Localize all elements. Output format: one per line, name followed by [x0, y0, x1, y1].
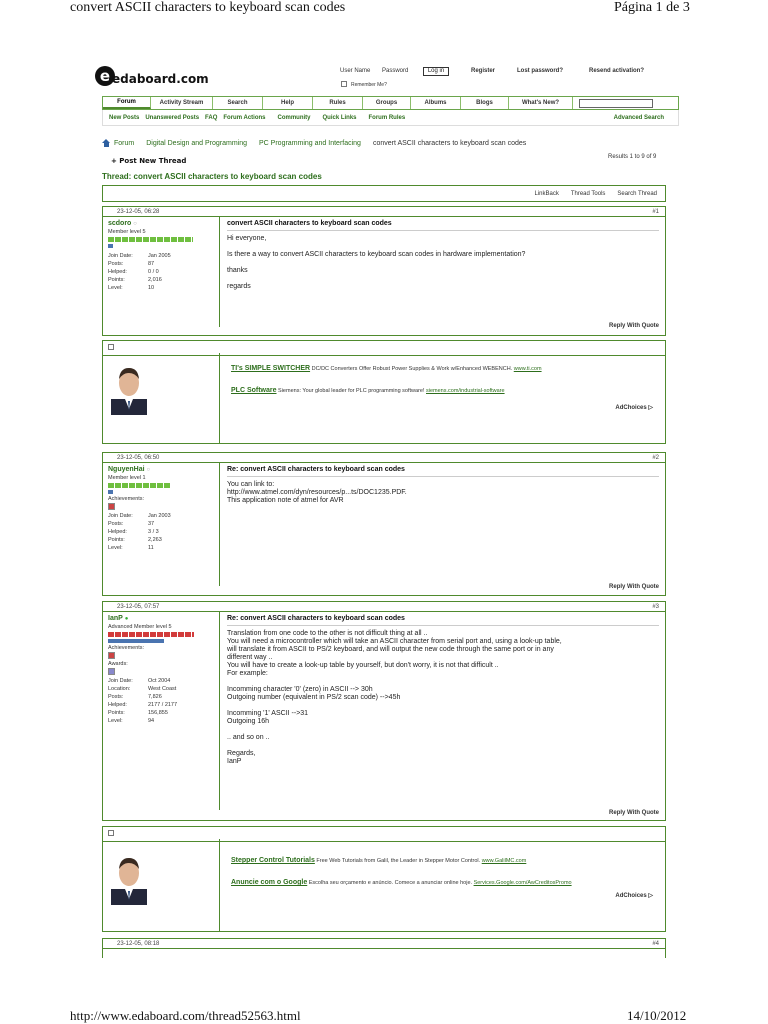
breadcrumb-digital-design[interactable]: Digital Design and Programming: [146, 139, 248, 147]
stat-label: Posts:: [108, 521, 124, 527]
post-date: 23-12-05, 08:18: [117, 940, 160, 947]
ad-description: Siemens: Your global leader for PLC programming software!: [276, 388, 427, 394]
logo-icon[interactable]: e: [95, 66, 115, 86]
stat-value: 94: [148, 718, 155, 724]
stat-value: 156,855: [148, 710, 168, 716]
user-level: Advanced Member level 5: [108, 624, 172, 630]
thread-tools-button[interactable]: Thread Tools: [570, 190, 606, 197]
thread-toolbar: [102, 185, 666, 202]
subnav-advanced-search[interactable]: Advanced Search: [613, 114, 664, 121]
post-body: Translation from one code to the other is not difficult thing at all .. You will need a microcontroller which will take an ASCII character from serial port and, using a look-up table, will translate it from ASCII to PS/2 keyboard, and will output the new code through the same port or in any different way .. You will have to create a look-up table by yourself, but don't worry, it is not that difficult .. For example: Incomming character '0' (zero) in ASCII --> 30h Outgoing number (equivalent in PS/2 scan code) -->45h Incomming '1' ASCII -->31 Outgoing 16h .. and so on .. Regards, IanP: [227, 630, 562, 765]
tab-activity-stream[interactable]: Activity Stream: [151, 97, 213, 109]
reputation-bar: [108, 237, 193, 242]
checkbox-icon[interactable]: [108, 344, 114, 350]
stat-value: Jan 2005: [148, 253, 171, 259]
reputation-bar: [108, 483, 170, 488]
ad-url[interactable]: www.ti.com: [513, 366, 542, 372]
password-label: Password: [382, 68, 409, 74]
stat-value: 3 / 3: [148, 529, 159, 535]
search-input[interactable]: [579, 99, 653, 108]
stat-value: Oct 2004: [148, 678, 171, 684]
home-icon[interactable]: [102, 139, 110, 147]
adchoices-link[interactable]: AdChoices ▷: [615, 893, 653, 899]
post-number[interactable]: #3: [652, 603, 659, 610]
user-level: Member level 1: [108, 475, 146, 481]
user-info: [103, 612, 220, 810]
post-content: [221, 612, 665, 769]
post-3: [102, 601, 666, 821]
post-1: [102, 206, 666, 336]
ad-content: [221, 839, 665, 931]
subnav-forum-actions[interactable]: Forum Actions: [223, 114, 266, 121]
tab-rules[interactable]: Rules: [313, 97, 363, 109]
online-status-icon: ●: [124, 616, 129, 622]
user-info: [103, 463, 220, 586]
post-body-intro: You can link to:: [227, 481, 275, 488]
post-number[interactable]: #1: [652, 208, 659, 215]
ad-url[interactable]: Services.Google.com/AwCreditosPromo: [473, 880, 572, 886]
online-status-icon: ○: [133, 221, 137, 227]
ad-url[interactable]: siemens.com/industrial-software: [426, 388, 505, 394]
post-4: [102, 938, 666, 958]
subnav-new-posts[interactable]: New Posts: [109, 114, 140, 121]
stat-label: Join Date:: [108, 513, 133, 519]
post-date: 23-12-05, 06:50: [117, 454, 160, 461]
post-link[interactable]: http://www.atmel.com/dyn/resources/p...ts/DOC1235.PDF.: [227, 489, 407, 496]
stat-label: Level:: [108, 718, 123, 724]
tab-search[interactable]: Search: [213, 97, 263, 109]
user-level: Member level 5: [108, 229, 146, 235]
tab-whats-new[interactable]: What's New?: [509, 97, 573, 109]
stat-label: Helped:: [108, 529, 127, 535]
rank-bar: [108, 639, 164, 643]
post-title: Re: convert ASCII characters to keyboard scan codes: [227, 466, 659, 477]
ad-description: DC/DC Converters Offer Robust Power Supplies & Work w/Enhanced WEBENCH.: [310, 366, 514, 372]
post-title: convert ASCII characters to keyboard scan codes: [227, 220, 659, 231]
ad-link-title[interactable]: PLC Software: [231, 387, 277, 394]
tab-blogs[interactable]: Blogs: [461, 97, 509, 109]
checkbox-icon[interactable]: [108, 830, 114, 836]
achievements-label: Achievements:: [108, 496, 145, 502]
thread-title: Thread: convert ASCII characters to keyboard scan codes: [102, 172, 322, 181]
main-navbar: [102, 96, 679, 110]
stat-value: 10: [148, 285, 155, 291]
achievements-label: Achievements:: [108, 645, 145, 651]
ad-url[interactable]: www.GalilMC.com: [481, 858, 527, 864]
ad-link-title[interactable]: Anuncie com o Google: [231, 879, 308, 886]
stat-label: Location:: [108, 686, 131, 692]
stat-label: Points:: [108, 710, 125, 716]
rank-icon: [108, 490, 113, 494]
stat-label: Helped:: [108, 702, 127, 708]
post-2: [102, 452, 666, 596]
stat-value: 2,263: [148, 537, 162, 543]
stat-label: Posts:: [108, 261, 124, 267]
subnav-faq[interactable]: FAQ: [205, 114, 218, 121]
username[interactable]: scdoro: [108, 220, 132, 227]
adchoices-link[interactable]: AdChoices ▷: [615, 405, 653, 411]
user-stats: [108, 512, 214, 552]
tab-groups[interactable]: Groups: [363, 97, 411, 109]
stat-label: Level:: [108, 285, 123, 291]
online-status-icon: ○: [146, 467, 151, 473]
ad-avatar-column: [103, 839, 220, 931]
stat-value: 87: [148, 261, 155, 267]
post-header: [103, 939, 665, 949]
post-header: [103, 453, 665, 463]
achievement-icon: [108, 503, 115, 510]
username[interactable]: IanP: [108, 615, 123, 622]
achievement-icon: [108, 652, 115, 659]
stat-value: 7,826: [148, 694, 162, 700]
subnav-quick-links[interactable]: Quick Links: [322, 114, 357, 121]
register-link[interactable]: Register: [471, 68, 496, 74]
subnav-unanswered-posts[interactable]: Unanswered Posts: [145, 114, 200, 121]
post-date: 23-12-05, 07:57: [117, 603, 160, 610]
stat-label: Helped:: [108, 269, 127, 275]
ad-avatar-column: [103, 353, 220, 443]
stat-label: Level:: [108, 545, 123, 551]
breadcrumb-current: convert ASCII characters to keyboard scan codes: [372, 139, 527, 147]
tab-forum[interactable]: Forum: [103, 97, 151, 109]
print-title: convert ASCII characters to keyboard scan codes: [70, 0, 346, 15]
breadcrumb-forum[interactable]: Forum: [114, 139, 135, 147]
user-stats: [108, 677, 214, 725]
stat-value: West Coast: [148, 686, 177, 692]
subnav-forum-rules[interactable]: Forum Rules: [368, 114, 406, 121]
username[interactable]: NguyenHai: [108, 466, 145, 473]
stat-value: 2,016: [148, 277, 162, 283]
tab-albums[interactable]: Albums: [411, 97, 461, 109]
remember-me-label: Remember Me?: [351, 82, 387, 88]
remember-me-checkbox[interactable]: [341, 81, 347, 87]
post-number[interactable]: #4: [652, 940, 659, 947]
post-header: [103, 207, 665, 217]
tab-help[interactable]: Help: [263, 97, 313, 109]
subnav-community[interactable]: Community: [277, 114, 311, 121]
resend-activation-link[interactable]: Resend activation?: [589, 68, 645, 74]
ad-description: Free Web Tutorials from Galil, the Leader in Stepper Motor Control.: [314, 858, 482, 864]
login-button[interactable]: Log in: [423, 67, 449, 76]
ad-link-title[interactable]: TI's SIMPLE SWITCHER: [231, 365, 311, 372]
ad-description: Escolha seu orçamento e anúncio. Comece a anunciar online hoje.: [307, 880, 474, 886]
user-stats: [108, 252, 214, 292]
breadcrumb: [102, 139, 526, 147]
post-body-outro: This application note of atmel for AVR: [227, 497, 344, 504]
sub-navbar: [102, 110, 679, 126]
post-date: 23-12-05, 06:28: [117, 208, 160, 215]
results-count: Results 1 to 9 of 9: [608, 154, 657, 160]
search-thread-button[interactable]: Search Thread: [617, 190, 657, 197]
ad-content: [221, 353, 665, 443]
post-number[interactable]: #2: [652, 454, 659, 461]
stat-value: Jan 2003: [148, 513, 171, 519]
reply-with-quote-button[interactable]: Reply With Quote: [609, 584, 659, 590]
stat-value: 0 / 0: [148, 269, 159, 275]
rank-icon: [108, 244, 113, 248]
stat-value: 11: [148, 545, 154, 551]
post-body: Hi everyone, Is there a way to convert ASCII characters to keyboard scan codes in hardware implementation? thanks regards: [227, 235, 526, 290]
reply-with-quote-button[interactable]: Reply With Quote: [609, 323, 659, 329]
ad-block-1: [102, 340, 666, 444]
stat-label: Join Date:: [108, 678, 133, 684]
logo-text[interactable]: edaboard.com: [112, 72, 209, 86]
breadcrumb-pc-programming[interactable]: PC Programming and Interfacing: [259, 139, 361, 147]
username-label: User Name: [340, 68, 371, 74]
reputation-bar: [108, 632, 194, 637]
award-icon: [108, 668, 115, 675]
ad-link-title[interactable]: Stepper Control Tutorials: [231, 857, 315, 864]
stat-value: 2177 / 2177: [148, 702, 178, 708]
stat-label: Points:: [108, 537, 125, 543]
avatar: [111, 853, 147, 905]
ad-block-2: [102, 826, 666, 932]
linkback-button[interactable]: LinkBack: [534, 190, 559, 197]
print-date: 14/10/2012: [627, 1008, 687, 1023]
avatar: [111, 363, 147, 415]
lost-password-link[interactable]: Lost password?: [517, 68, 564, 74]
post-header: [103, 602, 665, 612]
post-content: [221, 217, 665, 294]
print-page-number: Página 1 de 3: [614, 0, 690, 15]
post-new-thread-button[interactable]: + Post New Thread: [111, 157, 187, 165]
post-content: [221, 463, 665, 508]
stat-value: 37: [148, 521, 155, 527]
user-info: [103, 217, 220, 327]
post-title: Re: convert ASCII characters to keyboard scan codes: [227, 615, 659, 626]
reply-with-quote-button[interactable]: Reply With Quote: [609, 810, 659, 816]
stat-label: Join Date:: [108, 253, 133, 259]
stat-label: Points:: [108, 277, 125, 283]
stat-label: Posts:: [108, 694, 124, 700]
print-url: http://www.edaboard.com/thread52563.html: [70, 1008, 301, 1023]
awards-label: Awards:: [108, 661, 128, 667]
